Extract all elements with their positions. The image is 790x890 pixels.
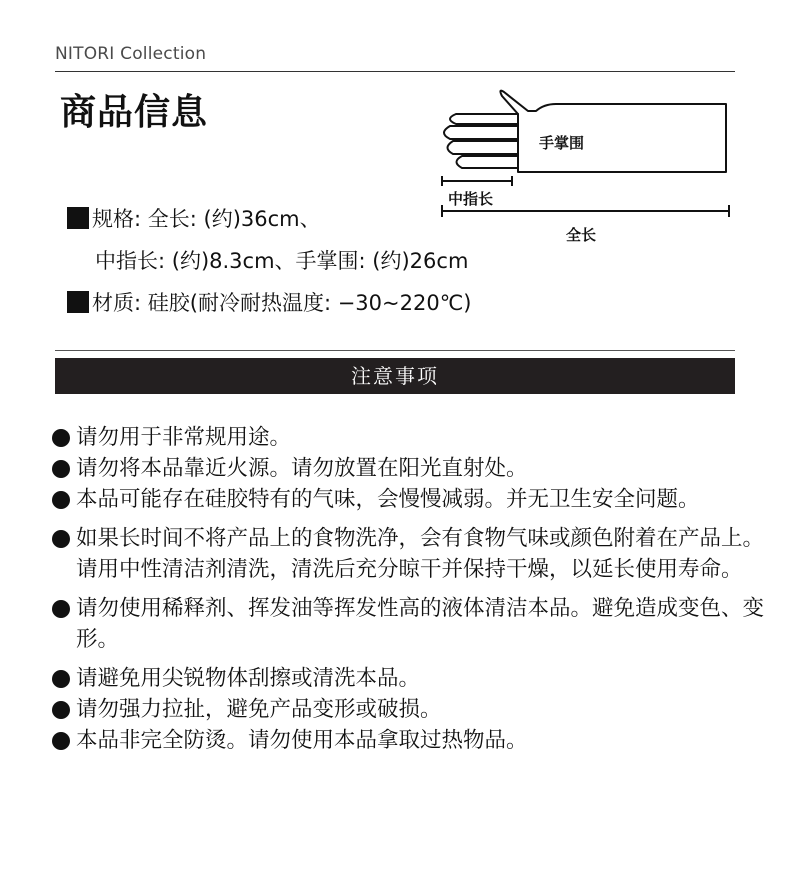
list-item-text: 请勿强力拉扯，避免产品变形或破损。 xyxy=(76,697,442,722)
total-length-label: 全长 xyxy=(566,226,597,244)
middle-finger-length-label: 中指长 xyxy=(448,190,494,208)
list-item xyxy=(52,725,772,756)
bullet-icon xyxy=(52,429,70,447)
bullet-icon xyxy=(52,600,70,618)
list-item-text: 请勿使用稀释剂、挥发油等挥发性高的液体清洁本品。避免造成变色、变形。 xyxy=(76,596,765,652)
list-item xyxy=(52,694,772,725)
page-title: 商品信息 xyxy=(60,92,209,133)
list-item xyxy=(52,663,772,694)
square-bullet-icon xyxy=(67,291,89,313)
bullet-icon xyxy=(52,732,70,750)
list-item xyxy=(52,484,772,515)
list-item-text: 请避免用尖锐物体刮擦或清洗本品。 xyxy=(76,666,421,691)
bullet-icon xyxy=(52,701,70,719)
notice-heading: 注意事项 xyxy=(55,358,735,394)
list-item-text: 请勿用于非常规用途。 xyxy=(76,425,292,450)
list-item xyxy=(52,593,772,655)
spec-size-line1 xyxy=(67,203,321,233)
bullet-icon xyxy=(52,491,70,509)
bullet-icon xyxy=(52,460,70,478)
square-bullet-icon xyxy=(67,207,89,229)
spec-size-text: 规格: 全长: (约)36cm、 xyxy=(92,207,321,231)
list-item xyxy=(52,453,772,484)
list-item-text: 请勿将本品靠近火源。请勿放置在阳光直射处。 xyxy=(76,456,528,481)
notice-list xyxy=(52,422,772,756)
top-divider xyxy=(55,71,735,72)
glove-outline-icon xyxy=(444,91,726,172)
section-divider xyxy=(55,350,735,351)
list-item-text: 如果长时间不将产品上的食物洗净，会有食物气味或颜色附着在产品上。请用中性清洁剂清洗，清洗后充分晾干并保持干燥，以延长使用寿命。 xyxy=(76,526,765,582)
brand-name: NITORI Collection xyxy=(55,44,207,64)
spec-size-line2: 中指长: (约)8.3cm、手掌围: (约)26cm xyxy=(95,249,469,273)
list-item-text: 本品可能存在硅胶特有的气味，会慢慢减弱。并无卫生安全问题。 xyxy=(76,487,700,512)
list-item xyxy=(52,422,772,453)
bullet-icon xyxy=(52,530,70,548)
list-item xyxy=(52,523,772,585)
spec-material-text: 材质: 硅胶(耐冷耐热温度: −30~220℃) xyxy=(92,291,472,315)
spec-material xyxy=(67,287,471,317)
list-item-text: 本品非完全防烫。请勿使用本品拿取过热物品。 xyxy=(76,728,528,753)
palm-circumference-label: 手掌围 xyxy=(539,134,585,152)
bullet-icon xyxy=(52,670,70,688)
